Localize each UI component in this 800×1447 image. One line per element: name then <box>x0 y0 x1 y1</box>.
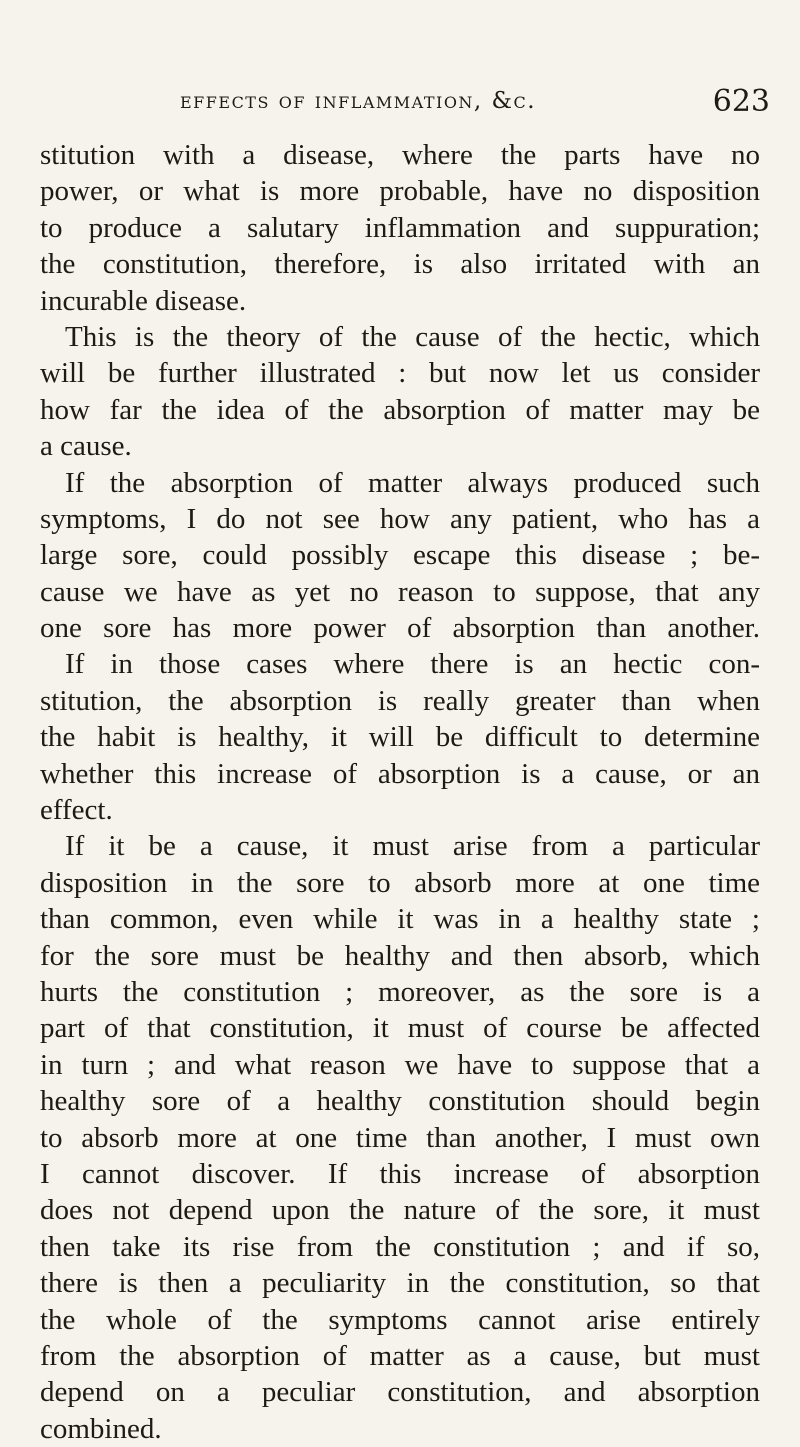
text-line: whether this increase of absorption is a cause, or an <box>40 757 760 790</box>
text-line: part of that constitution, it must of course be affected <box>40 1012 760 1045</box>
running-title: effects of inflammation, &c. <box>180 88 537 114</box>
text-line: stitution, the absorption is really greater than when <box>40 684 760 717</box>
text-line: one sore has more power of absorption than another. <box>40 612 760 645</box>
text-line: the whole of the symptoms cannot arise entirely <box>40 1303 760 1336</box>
text-line: large sore, could possibly escape this disease ; be- <box>40 539 760 572</box>
text-line: effect. <box>40 794 113 827</box>
text-line: how far the idea of the absorption of matter may be <box>40 393 760 426</box>
text-line: disposition in the sore to absorb more at one time <box>40 866 760 899</box>
text-line: to produce a salutary inflammation and suppuration; <box>40 211 760 244</box>
text-line: then take its rise from the constitution ; and if so, <box>40 1230 760 1263</box>
text-line: does not depend upon the nature of the sore, it must <box>40 1194 760 1227</box>
text-line: I cannot discover. If this increase of absorption <box>40 1157 760 1190</box>
text-line: for the sore must be healthy and then absorb, which <box>40 939 760 972</box>
body-text <box>40 137 760 1447</box>
text-line: symptoms, I do not see how any patient, who has a <box>40 502 760 535</box>
text-line: a cause. <box>40 430 132 463</box>
text-line: If the absorption of matter always produced such <box>65 466 760 499</box>
running-head <box>110 84 770 128</box>
text-line: If in those cases where there is an hectic con- <box>65 648 760 681</box>
text-line: This is the theory of the cause of the hectic, which <box>65 320 760 353</box>
text-line: stitution with a disease, where the parts have no <box>40 139 760 171</box>
text-line: from the absorption of matter as a cause, but must <box>40 1339 760 1372</box>
text-line: than common, even while it was in a healthy state ; <box>40 903 760 936</box>
text-line: combined. <box>40 1412 162 1445</box>
text-line: incurable disease. <box>40 284 247 317</box>
text-line: to absorb more at one time than another, I must own <box>40 1121 760 1154</box>
text-line: the constitution, therefore, is also irritated with an <box>40 248 760 281</box>
text-line: hurts the constitution ; moreover, as the sore is a <box>40 975 760 1008</box>
text-line: there is then a peculiarity in the constitution, so that <box>40 1267 760 1300</box>
text-line: depend on a peculiar constitution, and absorption <box>40 1376 760 1409</box>
text-line: If it be a cause, it must arise from a particular <box>65 830 760 863</box>
text-line: the habit is healthy, it will be difficult to determine <box>40 721 760 754</box>
page-number: 623 <box>712 84 770 119</box>
text-line: healthy sore of a healthy constitution should begin <box>40 1085 760 1118</box>
text-line: will be further illustrated : but now let us consider <box>40 357 760 390</box>
text-line: cause we have as yet no reason to suppose, that any <box>40 575 760 608</box>
text-line: in turn ; and what reason we have to suppose that a <box>40 1048 760 1081</box>
text-line: power, or what is more probable, have no disposition <box>40 175 760 208</box>
